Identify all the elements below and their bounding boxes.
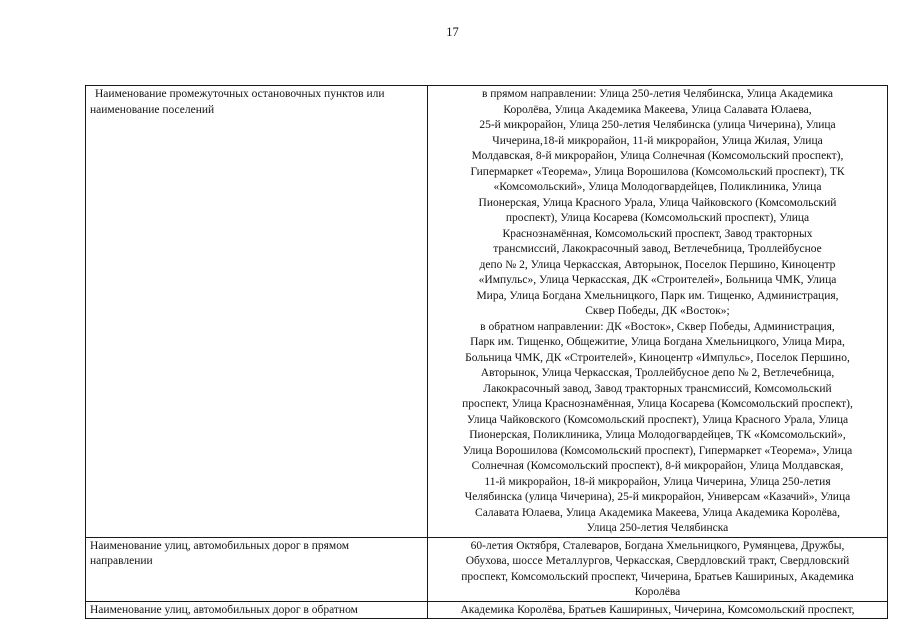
stops-text-line: Парк им. Тищенко, Общежитие, Улица Богдана Хмельницкого, Улица Мира, xyxy=(470,336,845,348)
stops-text-line: «Комсомольский», Улица Молодогвардейцев, Поликлиника, Улица xyxy=(493,181,822,193)
row-label-line: наименование поселений xyxy=(90,103,215,116)
stops-text-line: в обратном направлении: ДК «Восток», Сквер Победы, Администрация, xyxy=(480,320,835,333)
stops-text-line: проспект), Улица Косарева (Комсомольский проспект), Улица xyxy=(505,212,810,224)
stops-text-line: Сквер Победы, ДК «Восток»; xyxy=(585,305,730,317)
row-label-line: направлении xyxy=(90,555,153,567)
streets-text-line: Академика Королёва, Братьев Кашириных, Чичерина, Комсомольский проспект, xyxy=(460,603,855,616)
stops-text-line: в прямом направлении: Улица 250-летия Челябинска, Улица Академика xyxy=(481,88,834,100)
stops-text-line: Мира, Улица Богдана Хмельницкого, Парк им. Тищенко, Администрация, xyxy=(476,289,839,302)
stops-text-line: Улица 250-летия Челябинска xyxy=(586,522,729,534)
stops-text-line: Лакокрасочный завод, Завод тракторных трансмиссий, Комсомольский xyxy=(483,382,832,395)
stops-text-line: Авторынок, Улица Черкасская, Троллейбусное депо № 2, Ветлечебница, xyxy=(480,367,835,379)
stops-text-line: «Импульс», Улица Черкасская, ДК «Строителей», Больница ЧМК, Улица xyxy=(478,274,837,286)
stops-text-line: Пионерская, Улица Красного Урала, Улица Чайковского (Комсомольский xyxy=(478,196,837,209)
stops-text-line: Чичерина,18-й микрорайон, 11-й микрорайон, Улица Жилая, Улица xyxy=(492,134,823,147)
table-row-intermediate-stops xyxy=(86,86,888,538)
streets-text-line: Королёва xyxy=(634,586,681,598)
stops-text-line: Улица Чайковского (Комсомольский проспект), Улица Красного Урала, Улица xyxy=(466,413,849,426)
stops-text-line: трансмиссий, Лакокрасочный завод, Ветлечебница, Троллейбусное xyxy=(493,243,822,255)
table-row-streets-reverse xyxy=(86,601,888,619)
label-cell-streets-forward xyxy=(86,537,428,601)
stops-text-line: Салавата Юлаева, Улица Академика Макеева, Улица Академика Королёва, xyxy=(475,506,840,519)
stops-text-line: проспект, Улица Краснознамённая, Улица Косарева (Комсомольский проспект), xyxy=(462,398,853,410)
stops-text-line: Королёва, Улица Академика Макеева, Улица Салавата Юлаева, xyxy=(503,103,812,116)
streets-text-line: проспект, Комсомольский проспект, Чичерина, Братьев Кашириных, Академика xyxy=(461,570,854,583)
page-number: 17 xyxy=(446,25,459,39)
streets-text-line: Обухова, шоссе Металлургов, Черкасская, Свердловский тракт, Свердловский xyxy=(465,555,850,567)
value-cell-streets-reverse xyxy=(428,601,888,619)
stops-text-line: 25-й микрорайон, Улица 250-летия Челябинска (улица Чичерина), Улица xyxy=(479,119,836,131)
stops-text-line: Солнечная (Комсомольский проспект), 8-й микрорайон, Улица Молдавская, xyxy=(471,460,844,472)
stops-text-line: Молдавская, 8-й микрорайон, Улица Солнечная (Комсомольский проспект), xyxy=(471,150,844,162)
value-cell-intermediate-stops xyxy=(428,86,888,538)
row-label-line: Наименование улиц, автомобильных дорог в прямом xyxy=(90,539,350,552)
stops-text-line: Пионерская, Поликлиника, Улица Молодогвардейцев, ТК «Комсомольский», xyxy=(469,429,846,441)
route-passport-table xyxy=(85,85,888,619)
row-label-line: Наименование промежуточных остановочных пунктов или xyxy=(95,88,385,100)
stops-text-line: Гипермаркет «Теорема», Улица Ворошилова (Комсомольский проспект), ТК xyxy=(470,165,845,178)
label-cell-intermediate-stops xyxy=(86,86,428,538)
row-label-line: Наименование улиц, автомобильных дорог в обратном xyxy=(90,603,358,616)
stops-text-line: Больница ЧМК, ДК «Строителей», Киноцентр «Импульс», Поселок Першино, xyxy=(465,351,850,364)
stops-text-line: 11-й микрорайон, 18-й микрорайон, Улица Чичерина, Улица 250-летия xyxy=(484,475,831,488)
stops-text-line: депо № 2, Улица Черкасская, Авторынок, Поселок Першино, Киноцентр xyxy=(479,258,836,271)
value-cell-streets-forward xyxy=(428,537,888,601)
stops-text-line: Краснознамённая, Комсомольский проспект, Завод тракторных xyxy=(502,227,813,240)
table-row-streets-forward xyxy=(86,537,888,601)
streets-text-line: 60-летия Октября, Сталеваров, Богдана Хмельницкого, Румянцева, Дружбы, xyxy=(470,539,845,552)
label-cell-streets-reverse xyxy=(86,601,428,619)
stops-text-line: Челябинска (улица Чичерина), 25-й микрорайон, Универсам «Казачий», Улица xyxy=(464,491,851,503)
stops-text-line: Улица Ворошилова (Комсомольский проспект), Гипермаркет «Теорема», Улица xyxy=(462,444,853,457)
